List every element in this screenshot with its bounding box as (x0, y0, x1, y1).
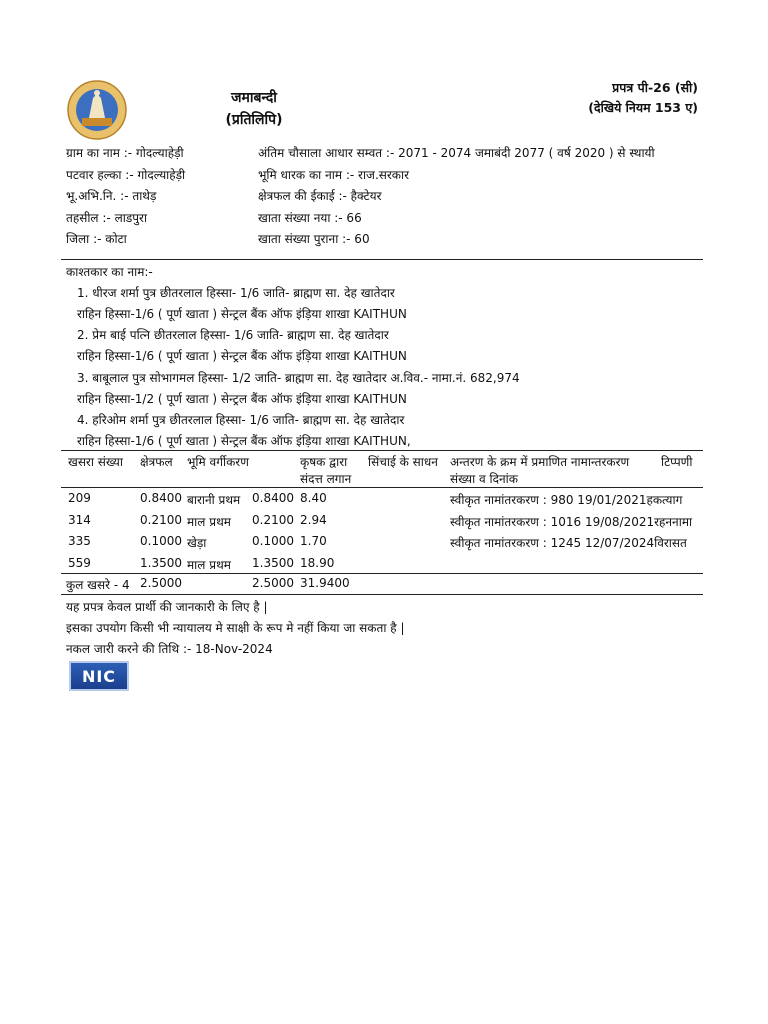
issue-date: नकल जारी करने की तिथि :- 18-Nov-2024 (66, 642, 273, 656)
emblem-logo (67, 80, 127, 140)
tehsil: तहसील :- लाडपुरा (66, 211, 148, 225)
village-name: ग्राम का नाम :- गोदल्याहेड़ी (66, 146, 184, 160)
cultivator-line: 1. धीरज शर्मा पुत्र छीतरलाल हिस्सा- 1/6 जाति- ब्राह्मण सा. देह खातेदार (77, 286, 395, 300)
nic-logo (69, 661, 129, 691)
district: जिला :- कोटा (66, 232, 127, 246)
cultivator-line: 3. बाबूलाल पुत्र सोभागमल हिस्सा- 1/2 जाति- ब्राह्मण सा. देह खातेदार अ.विव.- नामा.नं. 682,974 (77, 371, 520, 385)
cultivator-line: राहिन हिस्सा-1/6 ( पूर्ण खाता ) सेन्ट्रल बैंक ऑफ इंड़िया शाखा KAITHUN (77, 349, 407, 363)
area-unit: क्षेत्रफल की ईकाई :- हैक्टेयर (258, 189, 382, 203)
header-remarks: टिप्पणी (661, 455, 693, 469)
header-rent: कृषक द्वारा (300, 455, 348, 469)
cultivator-line: राहिन हिस्सा-1/2 ( पूर्ण खाता ) सेन्ट्रल बैंक ऑफ इंड़िया शाखा KAITHUN (77, 392, 407, 406)
cultivator-line: राहिन हिस्सा-1/6 ( पूर्ण खाता ) सेन्ट्रल बैंक ऑफ इंड़िया शाखा KAITHUN (77, 307, 407, 321)
cultivator-line: 2. प्रेम बाई पत्नि छीतरलाल हिस्सा- 1/6 जाति- ब्राह्मण सा. देह खातेदार (77, 328, 389, 342)
cell-rent: 2.94 (300, 513, 327, 527)
divider-top (61, 259, 703, 260)
divider-total-bottom (61, 594, 703, 595)
divider-total-top (61, 573, 703, 574)
cultivator-line: राहिन हिस्सा-1/6 ( पूर्ण खाता ) सेन्ट्रल बैंक ऑफ इंड़िया शाखा KAITHUN, (77, 434, 411, 448)
divider-table-header (61, 487, 703, 488)
cell-classification: खेड़ा (187, 536, 207, 550)
cell-mutation: स्वीकृत नामांतरकरण : 1016 19/08/2021रहननामा (450, 515, 693, 529)
disclaimer-court: इसका उपयोग किसी भी न्यायालय मे साक्षी के रूप मे नहीं किया जा सकता है | (66, 621, 405, 635)
cell-khasra: 335 (68, 534, 91, 548)
header-classification: भूमि वर्गीकरण (187, 455, 249, 469)
header-khasra: खसरा संख्या (68, 455, 123, 469)
account-number-new: खाता संख्या नया :- 66 (258, 211, 362, 225)
header-irrigation: सिंचाई के साधन (368, 455, 438, 469)
total-area: 2.5000 (140, 576, 182, 590)
land-holder-name: भूमि धारक का नाम :- राज.सरकार (258, 168, 410, 182)
header-rent: संदत्त लगान (300, 472, 352, 486)
total-rent: 31.9400 (300, 576, 350, 590)
cell-area: 0.1000 (140, 534, 182, 548)
cell-class-area: 1.3500 (252, 556, 294, 570)
nic-logo-text: NIC (81, 666, 117, 686)
cell-classification: बारानी प्रथम (187, 493, 241, 507)
header-mutation: संख्या व दिनांक (450, 472, 518, 486)
divider-table-top (61, 450, 703, 451)
patwar-halka: पटवार हल्का :- गोदल्याहेड़ी (66, 168, 186, 182)
land-record-inspector: भू.अभि.नि. :- ताथेड़ (66, 189, 157, 203)
cell-class-area: 0.1000 (252, 534, 294, 548)
document-title: जमाबन्दी (231, 90, 277, 106)
cell-area: 0.2100 (140, 513, 182, 527)
settlement-basis: अंतिम चौसाला आधार सम्वत :- 2071 - 2074 जमाबंदी 2077 ( वर्ष 2020 ) से स्थायी (258, 146, 655, 160)
total-label: कुल खसरे - 4 (66, 578, 130, 592)
cell-mutation: स्वीकृत नामांतरकरण : 980 19/01/2021हकत्याग (450, 493, 683, 507)
cell-classification: माल प्रथम (187, 515, 231, 529)
cell-khasra: 559 (68, 556, 91, 570)
cell-classification: माल प्रथम (187, 558, 231, 572)
cell-class-area: 0.2100 (252, 513, 294, 527)
header-area: क्षेत्रफल (140, 455, 173, 469)
total-class-area: 2.5000 (252, 576, 294, 590)
header-mutation: अन्तरण के क्रम में प्रमाणित नामान्तरकरण (450, 455, 630, 469)
account-number-old: खाता संख्या पुराना :- 60 (258, 232, 370, 246)
cell-class-area: 0.8400 (252, 491, 294, 505)
cell-area: 0.8400 (140, 491, 182, 505)
cell-area: 1.3500 (140, 556, 182, 570)
cell-khasra: 314 (68, 513, 91, 527)
cultivator-line: 4. हरिओम शर्मा पुत्र छीतरलाल हिस्सा- 1/6 जाति- ब्राह्मण सा. देह खातेदार (77, 413, 405, 427)
form-number: प्रपत्र पी-26 (सी) (612, 80, 698, 95)
cell-rent: 8.40 (300, 491, 327, 505)
cell-rent: 18.90 (300, 556, 335, 570)
rule-reference: (देखिये नियम 153 ए) (588, 100, 698, 115)
cell-khasra: 209 (68, 491, 91, 505)
disclaimer-info: यह प्रपत्र केवल प्रार्थी की जानकारी के लिए है | (66, 600, 268, 614)
cell-rent: 1.70 (300, 534, 327, 548)
document-subtitle: (प्रतिलिपि) (225, 112, 283, 128)
cultivators-heading: काश्तकार का नाम:- (66, 265, 153, 279)
cell-mutation: स्वीकृत नामांतरकरण : 1245 12/07/2024विरासत (450, 536, 687, 550)
